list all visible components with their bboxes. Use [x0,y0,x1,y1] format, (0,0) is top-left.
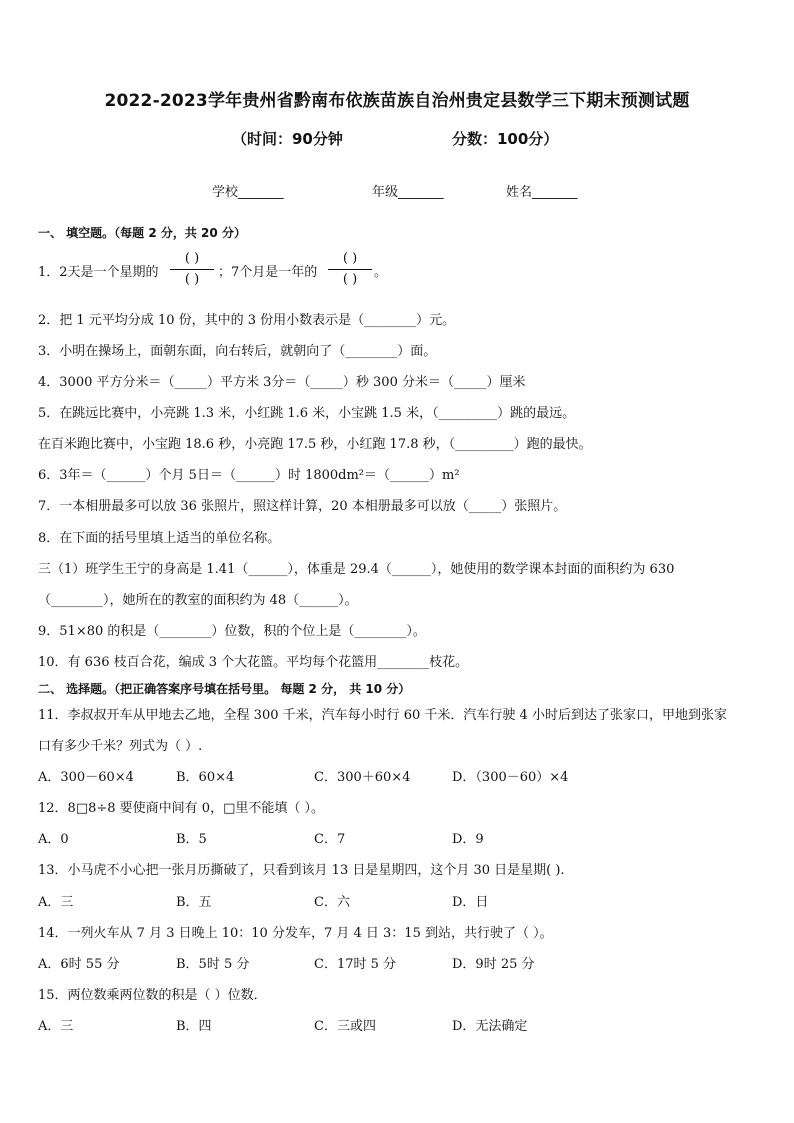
fraction-2-bar [328,269,372,270]
q11-option-c: C．300＋60×4 [314,770,411,785]
question-8a: 三（1）班学生王宁的身高是 1.41（______），体重是 29.4（______），她使用的数学课本封面的面积约为 630 [38,562,675,577]
question-14: 14．一列火车从 7 月 3 日晚上 10：10 分发车，7 月 4 日 3：15 到站，共行驶了（ ）。 [38,926,553,941]
question-3: 3．小明在操场上，面朝东面，向右转后，就朝向了（________）面。 [38,344,437,359]
school-field: 学校_______ [212,185,284,200]
q13-option-c: C．六 [314,895,350,910]
q12-options [38,831,778,849]
q13-option-a: A．三 [38,895,74,910]
q14-option-b: B．5时 5 分 [176,957,250,972]
question-8b: （________），她所在的教室的面积约为 48（______）。 [38,593,358,608]
question-9: 9．51×80 的积是（________）位数，积的个位上是（________）。 [38,624,426,639]
question-7: 7．一本相册最多可以放 36 张照片，照这样计算，20 本相册最多可以放（_____）张照片。 [38,499,567,514]
q1-text-b: ；7个月是一年的 [218,265,318,280]
fraction-2-den: ( ) [342,272,358,287]
question-2: 2．把 1 元平均分成 10 份，其中的 3 份用小数表示是（________）元。 [38,313,456,328]
q12-option-c: C．7 [314,832,346,847]
question-10: 10．有 636 枝百合花，编成 3 个大花篮。平均每个花篮用________枝花。 [38,655,469,670]
exam-score: 分数：100分） [452,130,559,148]
question-8: 8．在下面的括号里填上适当的单位名称。 [38,531,281,546]
question-15: 15．两位数乘两位数的积是（ ）位数． [38,988,267,1003]
q15-option-b: B．四 [176,1019,212,1034]
q12-option-a: A．0 [38,832,69,847]
section-2-heading: 二、 选择题。（把正确答案序号填在括号里。 每题 2 分， 共 10 分） [38,682,411,696]
q14-options [38,956,778,974]
q1-text-c: 。 [374,265,388,280]
name-field: 姓名_______ [506,185,578,200]
section-1-heading: 一、 填空题。（每题 2 分，共 20 分） [38,226,246,240]
q14-option-d: D．9时 25 分 [452,957,535,972]
q11-option-b: B．60×4 [176,770,235,785]
question-11b: 口有多少千米？列式为（ ）. [38,739,203,754]
grade-field: 年级_______ [372,185,444,200]
q1-text-a: 1．2天是一个星期的 [38,265,159,280]
q12-option-b: B．5 [176,832,207,847]
question-6: 6．3年＝（______）个月 5日＝（______）时 1800dm²＝（______）m² [38,468,460,483]
q11-options [38,769,778,787]
question-13: 13．小马虎不小心把一张月历撕破了，只看到该月 13 日是星期四，这个月 30 日是星期( ). [38,863,565,878]
q11-option-d: D．（300－60）×4 [452,770,569,785]
question-1 [38,264,159,282]
q15-option-a: A．三 [38,1019,74,1034]
q12-option-d: D．9 [452,832,484,847]
fraction-1-num: ( ) [184,251,200,266]
q13-option-b: B．五 [176,895,212,910]
fraction-1-bar [170,269,214,270]
q13-options [38,894,778,912]
fraction-1 [170,250,214,289]
q13-option-d: D．日 [452,895,489,910]
exam-subtitle [0,128,794,152]
fraction-1-den: ( ) [184,272,200,287]
q14-option-a: A．6时 55 分 [38,957,120,972]
q15-option-d: D．无法确定 [452,1019,528,1034]
q15-options [38,1018,778,1036]
question-12: 12．8□8÷8 要使商中间有 0，□里不能填（ ）。 [38,801,324,816]
question-5b: 在百米跑比赛中，小宝跑 18.6 秒，小亮跑 17.5 秒，小红跑 17.8 秒，（_________）跑的最快。 [38,437,592,452]
exam-time: （时间：90分钟 [232,130,343,148]
q14-option-c: C．17时 5 分 [314,957,397,972]
q11-option-a: A．300－60×4 [38,770,134,785]
fraction-2 [328,250,372,289]
fraction-2-num: ( ) [342,251,358,266]
question-4: 4．3000 平方分米＝（_____）平方米 3分＝（_____）秒 300 分米＝（_____）厘米 [38,375,526,390]
question-5a: 5．在跳远比赛中，小亮跳 1.3 米，小红跳 1.6 米，小宝跳 1.5 米，（_________）跳的最远。 [38,406,576,421]
q15-option-c: C．三或四 [314,1019,376,1034]
question-11a: 11．李叔叔开车从甲地去乙地，全程 300 千米，汽车每小时行 60 千米．汽车行驶 4 小时后到达了张家口，甲地到张家 [38,708,727,723]
exam-title: 2022-2023学年贵州省黔南布依族苗族自治州贵定县数学三下期末预测试题 [104,91,690,111]
